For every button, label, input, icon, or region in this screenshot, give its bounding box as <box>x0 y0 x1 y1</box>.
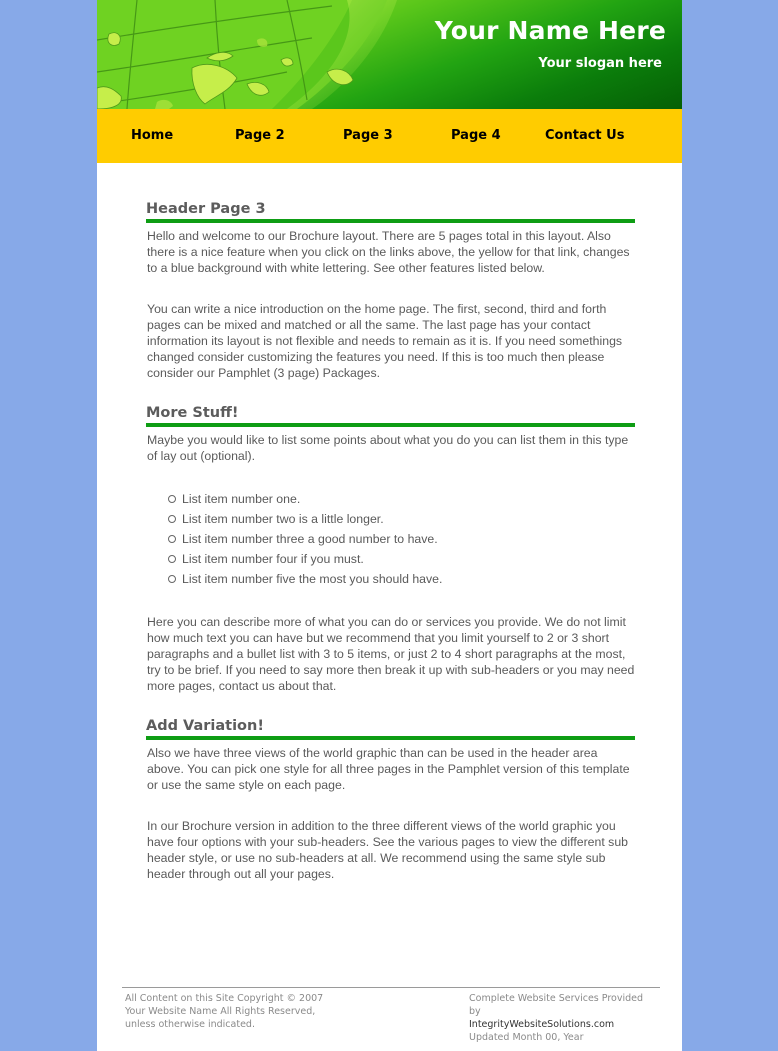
list-item-text: List item number four if you must. <box>182 552 364 566</box>
footer-updated: Updated Month 00, Year <box>469 1032 584 1043</box>
list-item <box>182 489 635 509</box>
nav-contact-us[interactable]: Contact Us <box>545 128 625 143</box>
list-item-text: List item number five the most you should have. <box>182 572 443 586</box>
list-item <box>182 509 635 529</box>
nav-page-3[interactable]: Page 3 <box>343 128 393 143</box>
list-item-text: List item number two is a little longer. <box>182 512 384 526</box>
footer-credits <box>469 992 657 1044</box>
section-header: More Stuff! <box>146 404 635 427</box>
footer-copyright <box>125 992 323 1031</box>
paragraph: Also we have three views of the world graphic than can be used in the header area above. You can pick one style for all three pages in the Pamphlet version of this template or use the same style on each page. <box>147 746 630 792</box>
footer-text: Your Website Name All Rights Reserved, <box>125 1006 316 1017</box>
site-name: Your Name Here <box>434 16 666 45</box>
paragraph: Maybe you would like to list some points about what you do you can list them in this type of lay out (optional). <box>147 433 629 463</box>
hollow-circle-bullet-icon <box>168 535 176 543</box>
hollow-circle-bullet-icon <box>168 555 176 563</box>
section-header: Header Page 3 <box>146 200 635 223</box>
bullet-list <box>146 489 635 589</box>
hollow-circle-bullet-icon <box>168 495 176 503</box>
site-header <box>97 0 682 109</box>
nav-home[interactable]: Home <box>131 128 174 143</box>
site-footer <box>122 987 660 1043</box>
site-slogan: Your slogan here <box>538 56 662 71</box>
main-navigation <box>97 109 682 163</box>
list-item-text: List item number three a good number to have. <box>182 532 438 546</box>
list-item <box>182 529 635 549</box>
paragraph: Here you can describe more of what you can do or services you provide. We do not limit how much text you can have but we recommend that you limit yourself to 2 or 3 short paragraphs and a bullet list with 3 to 5 items, or just 2 to 4 short paragraphs at the most, try to be brief. If you need to say more then break it up with sub-headers or you may need more pages, contact us about that. <box>147 615 635 693</box>
hollow-circle-bullet-icon <box>168 515 176 523</box>
page-container <box>97 0 682 1051</box>
list-item <box>182 569 635 589</box>
footer-text: Complete Website Services Provided by <box>469 993 644 1017</box>
section-header: Add Variation! <box>146 717 635 740</box>
paragraph: You can write a nice introduction on the home page. The first, second, third and forth pages can be mixed and matched or all the same. The last page has your contact information its layout is not flexible and needs to remain as it is. If you need somethings changed consider customizing the features you need. If this is too much then please consider our Pamphlet (3 page) Packages. <box>147 302 623 380</box>
nav-page-2[interactable]: Page 2 <box>235 128 285 143</box>
list-item <box>182 549 635 569</box>
paragraph: In our Brochure version in addition to the three different views of the world graphic you have four options with your sub-headers. See the various pages to view the different sub header style, or use no sub-headers at all. We recommend using the same style sub header through out all your pages. <box>147 819 629 881</box>
footer-provider-link[interactable]: IntegrityWebsiteSolutions.com <box>469 1019 615 1030</box>
list-item-text: List item number one. <box>182 492 301 506</box>
hollow-circle-bullet-icon <box>168 575 176 583</box>
footer-text: unless otherwise indicated. <box>125 1019 255 1030</box>
footer-text: All Content on this Site Copyright © 2007 <box>125 993 324 1004</box>
nav-page-4[interactable]: Page 4 <box>451 128 501 143</box>
main-content <box>146 200 635 907</box>
paragraph: Hello and welcome to our Brochure layout. There are 5 pages total in this layout. Also there is a nice feature when you click on the links above, the yellow for that link, changes to a blue background with white lettering. See other features listed below. <box>147 229 630 275</box>
